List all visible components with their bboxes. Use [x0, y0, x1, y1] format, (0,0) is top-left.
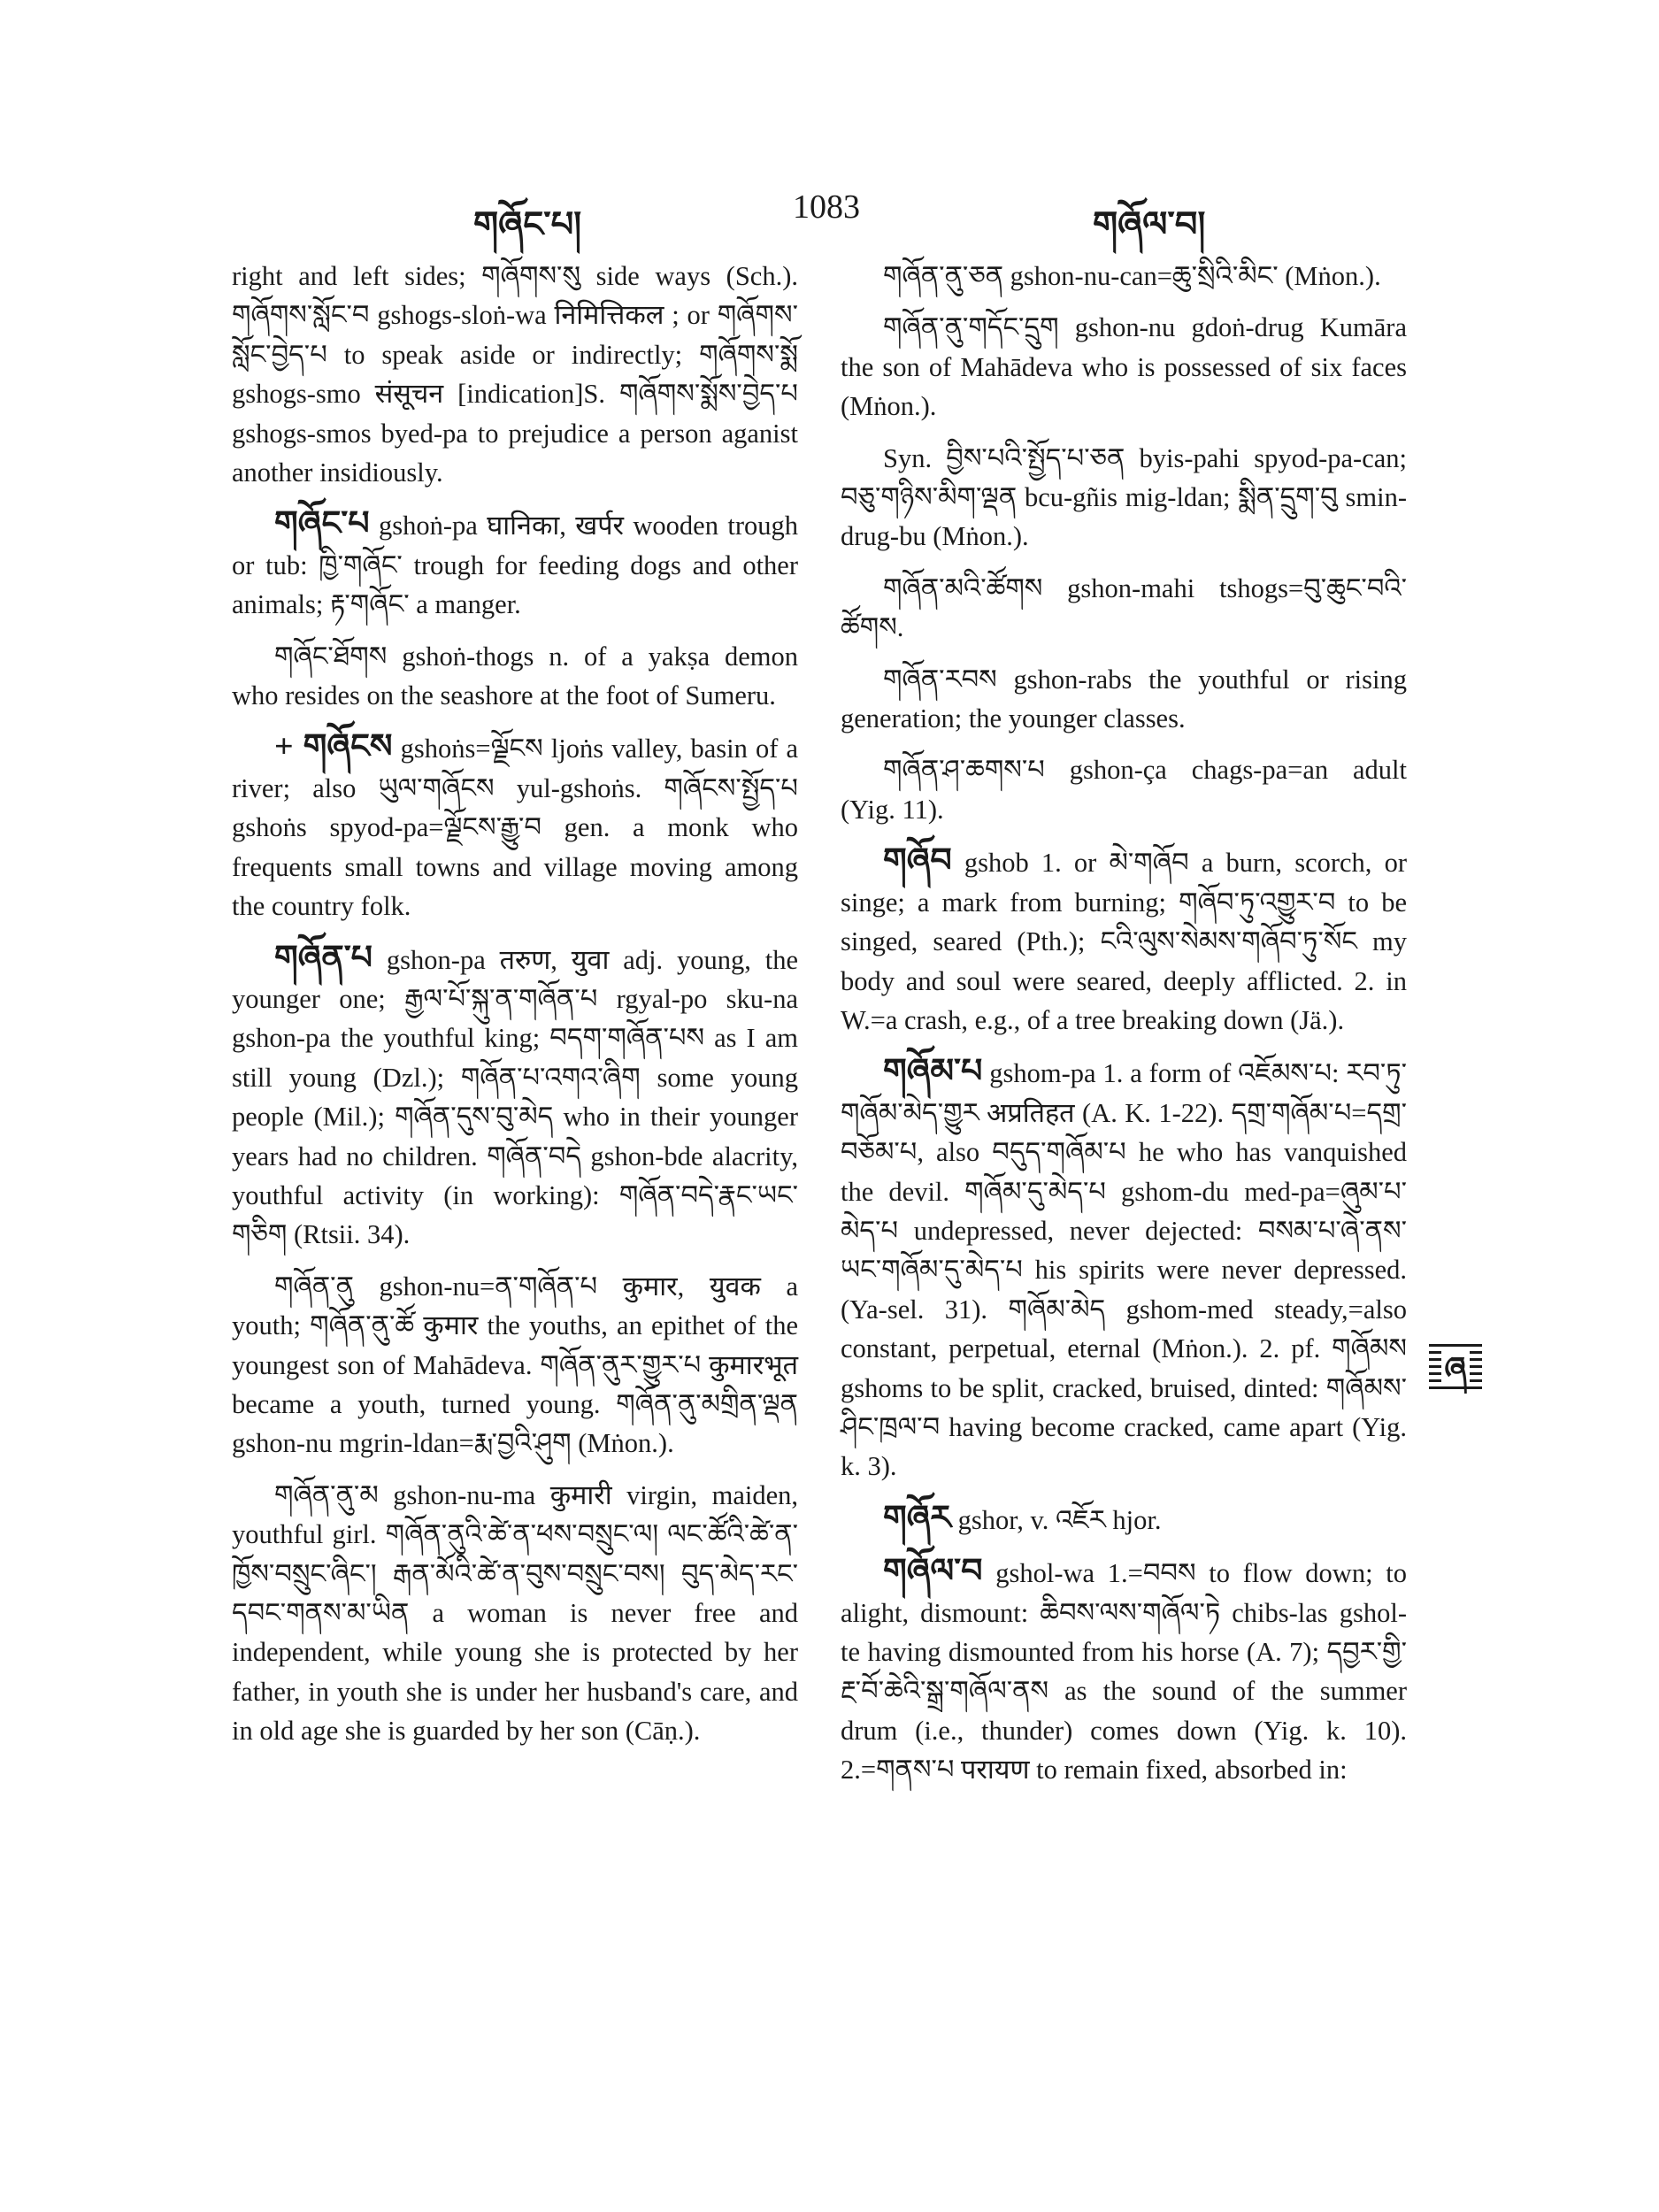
page-header — [0, 184, 1659, 245]
running-head-right: གཞོལ་བ། — [1093, 204, 1206, 245]
entry-text: gshol-wa 1.=བབས to flow down; to alight, dismount: ཆིབས་ལས་གཞོལ་ཏེ chibs-las gshol-te having dismounted from his horse (A. 7); དབྱར་གྱི་རྔ་བོ་ཆེའི་སྒྲ་གཞོལ་ནས as the sound of the summer drum (i.e., thunder) comes down (Yig. k. 10). 2.=གནས་པ परायण to remain fixed, absorbed in: — [841, 1558, 1407, 1786]
headword: གཞོམ་པ — [883, 1053, 983, 1091]
sub-entry: གཞོན་རབས gshon-rabs the youthful or rising generation; the younger classes. — [841, 664, 1407, 734]
entry-text: gshom-pa 1. a form of འཇོམས་པ: རབ་ཏུ་གཞོམ་མེད་གྱུར अप्रतिहत (A. K. 1-22). དགྲ་གཞོམ་པ=དགྲ་བཅོམ་པ, also བདུད་གཞོམ་པ he who has vanquished the devil. གཞོམ་དུ་མེད་པ gshom-du med-pa=ཞུམ་པ་མེད་པ undepressed, never dejected: བསམ་པ་ཞེ་ནས་ཡང་གཞོམ་དུ་མེད་པ his spirits were never depressed. (Ya-sel. 31). གཞོམ་མེད gshom-med steady,=also constant, perpetual, eternal (Mṅon.). 2. pf. གཞོམས gshoms to be split, cracked, bruised, dinted: གཞོམས་ཤིང་ཁྲལ་བ having become cracked, came apart (Yig. k. 3). — [841, 1058, 1407, 1482]
left-column — [232, 257, 798, 1763]
entry-text: gshoṅ-pa घानिका, खर्पर wooden trough or tub: ཁྱི་གཞོང་ trough for feeding dogs and other animals; རྟ་གཞོང་ a manger. — [232, 511, 798, 620]
thumb-index-letter: ཞ — [1444, 1350, 1467, 1387]
running-head-left: གཞོང་པ། — [473, 204, 582, 245]
headword: གཞོར — [883, 1499, 952, 1537]
dictionary-entry — [841, 1052, 1407, 1486]
sub-entry: གཞོན་ནུ་ཅན gshon-nu-can=ཆུ་སྲིའི་མིང་ (Mṅon.). — [883, 261, 1381, 291]
dictionary-entry — [232, 504, 798, 624]
headword: གཞོལ་བ — [883, 1553, 983, 1591]
synonyms: Syn. བྱིས་པའི་སྤྱོད་པ་ཅན byis-pahi spyod-pa-can; བཅུ་གཉིས་མིག་ལྡན bcu-gñis mig-ldan; སྨིན་དྲུག་བུ smin-drug-bu (Mṅon.). — [841, 442, 1407, 552]
sub-entry: གཞོང་ཐོགས gshoṅ-thogs n. of a yakṣa demon who resides on the seashore at the foot of Sumeru. — [232, 641, 798, 711]
headword: གཞོང་པ — [274, 505, 370, 543]
sub-entry: གཞོན་ནུ gshon-nu=ན་གཞོན་པ कुमार, युवक a youth; གཞོན་ནུ་ཚོ कुमार the youths, an epithet of the youngest son of Mahādeva. གཞོན་ནུར་གྱུར་པ कुमारभूत became a youth, turned young. གཞོན་ནུ་མགྲིན་ལྡན gshon-nu mgrin-ldan=རྨ་བྱའི་ཤུག (Mṅon.). — [232, 1271, 798, 1459]
dictionary-entry — [841, 1552, 1407, 1789]
headword: གཞོན་པ — [274, 939, 373, 977]
dictionary-entry — [232, 939, 798, 1255]
headword: གཞོབ — [883, 842, 952, 880]
continued-entry: right and left sides; གཞོགས་སུ side ways (Sch.). གཞོགས་སློང་བ gshogs-sloṅ-wa निमित्तिकल ; or གཞོགས་སློང་བྱེད་པ to speak aside or indirectly; གཞོགས་སྨོ gshogs-smo संसूचन [indication]S. གཞོགས་སྨོས་བྱེད་པ gshogs-smos byed-pa to prejudice a person aganist another insidiously. — [232, 261, 798, 488]
dictionary-entry — [841, 841, 1407, 1040]
dictionary-entry — [232, 727, 798, 926]
sub-entry: གཞོན་ནུ་མ gshon-nu-ma कुमारी virgin, maiden, youthful girl. གཞོན་ནུའི་ཚེ་ན་ཕས་བསྲུང་ལ། ལང་ཚོའི་ཚེ་ན་ཁྱོས་བསྲུང་ཞིང་། རྒན་མོའི་ཚེ་ན་བུས་བསྲུང་བས། བུད་མེད་རང་དབང་གནས་མ་ཡིན a woman is never free and independent, while young she is protected by her father, in youth she is under her husband's care, and in old age she is guarded by her son (Cāṇ.). — [232, 1479, 798, 1747]
thumb-index-icon — [1429, 1340, 1482, 1394]
headword: + གཞོངས — [274, 728, 393, 766]
entry-text: gshor, v. འཇོར hjor. — [951, 1504, 1162, 1535]
entry-text: gshon-pa तरुण, युवा adj. young, the younger one; རྒྱལ་པོ་སྐུ་ན་གཞོན་པ rgyal-po sku-na gshon-pa the youthful king; བདག་གཞོན་པས as I am still young (Dzl.); གཞོན་པ་འགའ་ཞིག some young people (Mil.); གཞོན་དུས་བུ་མེད who in their younger years had no children. གཞོན་བདེ gshon-bde alacrity, youthful activity (in working): གཞོན་བདེ་རྣང་ཡང་གཅིག (Rtsii. 34). — [232, 944, 798, 1250]
dictionary-entry — [841, 1499, 1407, 1540]
sub-entry: གཞོན་ནུ་གདོང་དྲུག gshon-nu gdoṅ-drug Kumāra the son of Mahādeva who is possessed of six faces (Mṅon.). — [841, 312, 1407, 422]
right-column — [841, 257, 1407, 1802]
sub-entry: གཞོན་མའི་ཚོགས gshon-mahi tshogs=བུ་ཆུང་བའི་ཚོགས. — [841, 572, 1407, 643]
sub-entry: གཞོན་ཤ་ཆགས་པ gshon-ça chags-pa=an adult (Yig. 11). — [841, 755, 1407, 825]
entry-text: gshoṅs=ལྗོངས ljoṅs valley, basin of a river; also ཡུལ་གཞོངས yul-gshoṅs. གཞོངས་སྤྱོད་པ gshoṅs spyod-pa=ལྗོངས་རྒྱུ་བ gen. a monk who frequents small towns and village moving among the country folk. — [232, 733, 798, 922]
page-number: 1083 — [793, 188, 860, 226]
entry-text: gshob 1. or མེ་གཞོབ a burn, scorch, or singe; a mark from burning; གཞོབ་ཏུ་འགྱུར་བ to be singed, seared (Pth.); ངའི་ལུས་སེམས་གཞོབ་ཏུ་སོང my body and soul were seared, deeply afflicted. 2. in W.=a crash, e.g., of a tree breaking down (Jä.). — [841, 848, 1407, 1035]
